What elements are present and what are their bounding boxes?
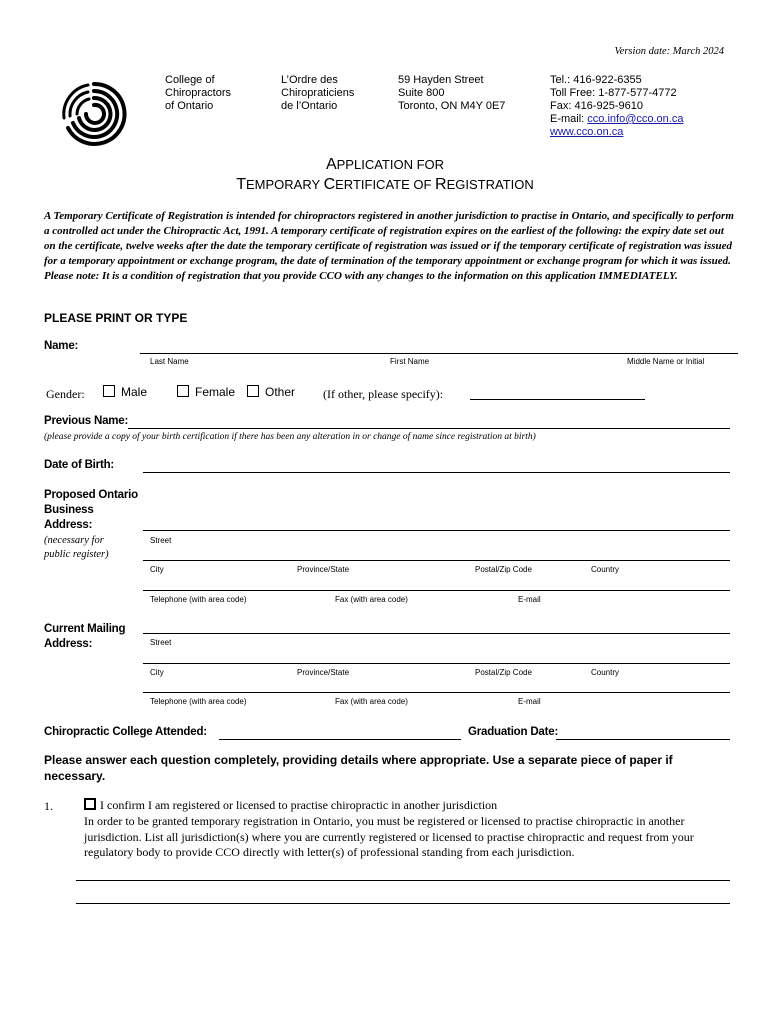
q1-answer-line-1[interactable] — [76, 880, 730, 881]
previous-name-input[interactable] — [128, 428, 730, 429]
business-city-caption: City — [150, 565, 164, 574]
gender-other-option[interactable]: Other — [247, 385, 295, 399]
mailing-street-input[interactable] — [143, 633, 730, 634]
header-college-fr: L’Ordre des Chiropraticiens de l’Ontario — [281, 74, 355, 112]
website-link[interactable]: www.cco.on.ca — [550, 126, 624, 138]
business-phone-row-input[interactable] — [143, 590, 730, 591]
graduation-input[interactable] — [556, 739, 730, 740]
gender-specify-input[interactable] — [470, 399, 645, 400]
business-country-caption: Country — [591, 565, 620, 574]
previous-name-note: (please provide a copy of your birth certification if there has been any alteration in or change of name since registration at birth) — [44, 432, 536, 442]
questions-heading: Please answer each question completely, providing details where appropriate. Use a separate piece of paper if necessary. — [44, 753, 673, 783]
mailing-telephone-caption: Telephone (with area code) — [150, 697, 247, 706]
print-heading: PLEASE PRINT OR TYPE — [44, 311, 188, 325]
header-address: 59 Hayden Street Suite 800 Toronto, ON M4Y 0E7 — [398, 74, 506, 112]
gender-male-option[interactable]: Male — [103, 385, 147, 399]
gender-female-option[interactable]: Female — [177, 385, 235, 399]
q1-body: In order to be granted temporary registration in Ontario, you must be registered or licensed to practise chiropractic in another jurisdiction. List all jurisdiction(s) where you are currently registered or licensed to practise chiropractic and request from your regulatory body to provide CCO directly with letter(s) of professional standing from each jurisdiction. — [84, 814, 694, 859]
header-contact: Tel.: 416-922-6355 Toll Free: 1-877-577-4772 Fax: 416-925-9610 E-mail: cco.info@cco.on.ca www.cco.on.ca — [550, 74, 684, 138]
mailing-street-caption: Street — [150, 638, 172, 647]
mailing-fax-caption: Fax (with area code) — [335, 697, 408, 706]
header-college-en: College of Chiropractors of Ontario — [165, 74, 232, 112]
name-input[interactable] — [140, 353, 738, 354]
graduation-label: Graduation Date: — [468, 726, 559, 738]
mailing-postal-caption: Postal/Zip Code — [475, 668, 532, 677]
name-label: Name: — [44, 340, 79, 352]
gender-label: Gender: — [46, 387, 85, 401]
cco-logo — [58, 76, 130, 152]
mailing-province-caption: Province/State — [297, 668, 350, 677]
other-checkbox[interactable] — [247, 385, 259, 397]
business-city-row-input[interactable] — [143, 560, 730, 561]
q1-answer-line-2[interactable] — [76, 903, 730, 904]
intro-paragraph: A Temporary Certificate of Registration is intended for chiropractors registered in another jurisdiction to practise in Ontario, and specifically to perform a controlled act under the Chiropractic Act, 1991. A temporary certificate of registration expires on the earliest of the following: the expiry date set out on the certificate, twelve weeks after the date the temporary certificate of registration was issued or if the temporary certificate of registration was issued for a temporary appointment or exchange program, the date of termination of the temporary appointment or exchange program for which it was issued. Please note: It is a condition of registration that you provide CCO with any changes to the information on this application IMMEDIATELY. — [44, 210, 734, 282]
dob-label: Date of Birth: — [44, 459, 115, 471]
form-title-line1: APPLICATION FOR — [325, 156, 445, 173]
mailing-phone-row-input[interactable] — [143, 692, 730, 693]
mailing-email-caption: E-mail — [518, 697, 541, 706]
email-link[interactable]: cco.info@cco.on.ca — [587, 113, 684, 125]
business-telephone-caption: Telephone (with area code) — [150, 595, 247, 604]
business-fax-caption: Fax (with area code) — [335, 595, 408, 604]
business-province-caption: Province/State — [297, 565, 350, 574]
previous-name-label: Previous Name: — [44, 415, 129, 427]
business-email-caption: E-mail — [518, 595, 541, 604]
q1-number: 1. — [44, 799, 53, 813]
business-street-input[interactable] — [143, 530, 730, 531]
business-address-note: (necessary for public register) — [44, 535, 109, 560]
first-name-caption: First Name — [390, 357, 430, 366]
last-name-caption: Last Name — [150, 357, 189, 366]
mailing-country-caption: Country — [591, 668, 620, 677]
mailing-address-label: Current Mailing Address: — [44, 623, 126, 650]
dob-input[interactable] — [143, 472, 730, 473]
college-label: Chiropractic College Attended: — [44, 726, 207, 738]
version-date: Version date: March 2024 — [614, 46, 724, 57]
mailing-city-row-input[interactable] — [143, 663, 730, 664]
form-title-line2: TEMPORARY CERTIFICATE OF REGISTRATION — [236, 176, 534, 193]
gender-specify-label: (If other, please specify): — [323, 387, 444, 401]
female-checkbox[interactable] — [177, 385, 189, 397]
middle-name-caption: Middle Name or Initial — [627, 357, 705, 366]
mailing-city-caption: City — [150, 668, 164, 677]
business-address-label: Proposed Ontario Business Address: — [44, 489, 138, 531]
q1-confirm-option[interactable]: I confirm I am registered or licensed to practise chiropractic in another jurisdiction — [84, 798, 497, 813]
business-postal-caption: Postal/Zip Code — [475, 565, 532, 574]
male-checkbox[interactable] — [103, 385, 115, 397]
q1-confirm-checkbox[interactable] — [84, 798, 96, 810]
college-input[interactable] — [219, 739, 461, 740]
business-street-caption: Street — [150, 536, 172, 545]
